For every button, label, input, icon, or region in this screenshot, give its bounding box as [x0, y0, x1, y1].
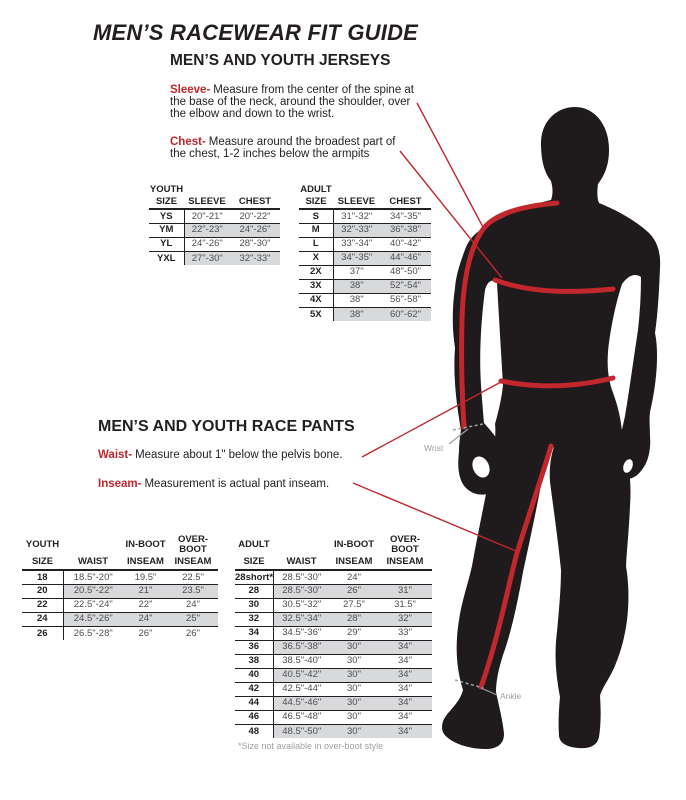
size-cell: 40	[235, 668, 273, 682]
table-group-label: ADULT	[300, 183, 332, 195]
measurement-cell: 34"-35"	[333, 251, 380, 265]
size-table	[22, 535, 218, 640]
measurement-cell: 42.5"-44"	[273, 682, 330, 696]
column-header-top	[63, 535, 123, 554]
size-cell: 22	[22, 598, 63, 612]
table-header-row	[149, 196, 280, 209]
size-table	[149, 183, 280, 265]
column-header: INSEAM	[335, 555, 373, 567]
table-group-row	[299, 183, 431, 196]
table-group-label: YOUTH	[149, 183, 184, 195]
table-row	[299, 223, 431, 237]
table-row	[22, 598, 218, 612]
size-cell: 32	[235, 612, 273, 626]
table-row	[235, 696, 432, 710]
table-row	[235, 724, 432, 738]
measurement-cell: 38"	[333, 307, 380, 321]
table-row	[149, 223, 280, 237]
measurement-cell: 44.5"-46"	[273, 696, 330, 710]
table-row	[22, 626, 218, 640]
measurement-cell: 22"-23"	[184, 223, 230, 237]
measurement-cell: 30"	[330, 696, 378, 710]
jerseys-section-heading: MEN’S AND YOUTH JERSEYS	[170, 52, 391, 69]
measurement-cell: 30"	[330, 682, 378, 696]
measurement-cell: 34"	[378, 696, 432, 710]
measurement-cell: 24"	[168, 598, 218, 612]
wrist-label: Wrist	[424, 443, 444, 453]
inseam-instruction-text: Measurement is actual pant inseam.	[144, 478, 330, 490]
size-cell: 34	[235, 626, 273, 640]
table-header-row	[22, 554, 218, 570]
column-header-top	[273, 535, 330, 554]
measurement-cell: 56"-58"	[380, 293, 431, 307]
measurement-cell: 34"	[378, 640, 432, 654]
measurement-cell: 18.5"-20"	[73, 571, 113, 583]
measurement-cell: 34"	[378, 668, 432, 682]
measurement-cell: 31.5"	[378, 598, 432, 612]
table-row	[22, 584, 218, 598]
table-row	[299, 307, 431, 321]
sleeve-instruction	[170, 84, 428, 120]
column-header: WAIST	[77, 555, 109, 567]
youth-jersey-size-table	[149, 183, 280, 265]
column-header-top: IN-BOOT	[333, 538, 375, 550]
size-cell: 46	[235, 710, 273, 724]
size-cell: YL	[149, 237, 184, 251]
measurement-cell: 33"-34"	[333, 237, 380, 251]
table-group-label: YOUTH	[25, 538, 60, 550]
measurement-cell: 38"	[333, 279, 380, 293]
column-header-top: IN-BOOT	[125, 538, 166, 550]
column-header-top	[333, 183, 380, 196]
size-cell: X	[299, 251, 333, 265]
size-cell: 36	[235, 640, 273, 654]
measurement-cell: 20"-22"	[239, 210, 271, 222]
page-title: MEN’S RACEWEAR FIT GUIDE	[93, 20, 419, 45]
measurement-cell: 24"-26"	[230, 223, 280, 237]
measurement-cell: 24"-26"	[184, 237, 230, 251]
inseam-term: Inseam-	[98, 478, 142, 490]
measurement-cell: 46.5"-48"	[273, 710, 330, 724]
measurement-cell: 28.5"-30"	[282, 571, 322, 583]
table-row	[235, 570, 432, 584]
measurement-cell: 28"-30"	[230, 237, 280, 251]
size-cell: 28	[235, 584, 273, 598]
table-row	[299, 237, 431, 251]
measurement-cell: 29"	[330, 626, 378, 640]
youth-pants-size-table	[22, 535, 218, 640]
measurement-cell: 22"	[123, 598, 168, 612]
table-row	[235, 612, 432, 626]
waist-instruction-text: Measure about 1" below the pelvis bone.	[135, 449, 343, 461]
size-cell: 28short*	[235, 571, 274, 583]
column-header: SIZE	[305, 196, 327, 208]
table-row	[299, 265, 431, 279]
size-cell: 20	[22, 584, 63, 598]
chest-term: Chest-	[170, 136, 206, 148]
table-row	[299, 209, 431, 223]
measurement-cell: 48.5"-50"	[273, 724, 330, 738]
size-cell: YS	[149, 209, 184, 223]
size-cell: 5X	[299, 307, 333, 321]
measurement-cell: 34"	[378, 724, 432, 738]
sleeve-term: Sleeve-	[170, 84, 211, 96]
table-row	[22, 612, 218, 626]
column-header: CHEST	[238, 196, 272, 208]
measurement-cell: 31"-32"	[341, 210, 373, 222]
table-row	[299, 293, 431, 307]
measurement-cell: 27"-30"	[184, 251, 230, 265]
measurement-cell: 23.5"	[168, 584, 218, 598]
measurement-cell	[378, 570, 432, 584]
table-header-row	[235, 554, 432, 570]
measurement-cell: 30"	[330, 724, 378, 738]
column-header: SIZE	[31, 555, 54, 567]
measurement-cell: 30"	[330, 668, 378, 682]
table-row	[149, 251, 280, 265]
size-cell: L	[299, 237, 333, 251]
measurement-cell: 38.5"-40"	[273, 654, 330, 668]
measurement-cell: 19.5"	[134, 571, 157, 583]
measurement-cell: 28.5"-30"	[273, 584, 330, 598]
waist-instruction	[98, 449, 342, 461]
measurement-cell: 33"	[378, 626, 432, 640]
table-row	[299, 279, 431, 293]
size-cell: YM	[149, 223, 184, 237]
column-header-top: OVER-BOOT	[177, 534, 209, 555]
measurement-cell: 38"	[333, 293, 380, 307]
measurement-cell: 37"	[333, 265, 380, 279]
overboot-footnote: *Size not available in over-boot style	[238, 741, 384, 751]
table-header-row	[299, 196, 431, 209]
measurement-cell: 26"	[123, 626, 168, 640]
column-header: CHEST	[389, 196, 422, 208]
size-cell: 18	[22, 570, 63, 584]
size-cell: 48	[235, 724, 273, 738]
size-table	[235, 535, 432, 738]
table-row	[235, 710, 432, 724]
measurement-cell: 26.5"-28"	[63, 626, 123, 640]
measurement-cell: 20"-21"	[191, 210, 223, 222]
column-header-top	[230, 183, 280, 196]
column-header: WAIST	[286, 555, 317, 567]
measurement-cell: 34"-35"	[389, 210, 422, 222]
table-row	[235, 682, 432, 696]
adult-jersey-size-table	[299, 183, 431, 321]
size-cell: 3X	[299, 279, 333, 293]
measurement-cell: 32"	[378, 612, 432, 626]
measurement-cell: 28"	[330, 612, 378, 626]
measurement-cell: 25"	[168, 612, 218, 626]
column-header: INSEAM	[127, 555, 164, 567]
table-row	[22, 570, 218, 584]
table-row	[235, 626, 432, 640]
measurement-cell: 30"	[330, 710, 378, 724]
measurement-cell: 27.5"	[330, 598, 378, 612]
measurement-cell: 32"-33"	[333, 223, 380, 237]
table-group-row	[149, 183, 280, 196]
size-cell: YXL	[149, 251, 184, 265]
measurement-cell: 60"-62"	[380, 307, 431, 321]
table-row	[235, 640, 432, 654]
table-row	[149, 209, 280, 223]
size-cell: 2X	[299, 265, 333, 279]
column-header: SIZE	[155, 196, 178, 208]
chest-instruction-text: Measure around the broadest part of the chest, 1-2 inches below the armpits	[170, 136, 396, 161]
table-group-row	[22, 535, 218, 554]
measurement-cell: 48"-50"	[380, 265, 431, 279]
measurement-cell: 24"	[347, 571, 361, 583]
ankle-label: Ankle	[500, 691, 522, 701]
size-cell: 38	[235, 654, 273, 668]
measurement-cell: 30"	[330, 654, 378, 668]
size-cell: M	[299, 223, 333, 237]
sleeve-instruction-text: Measure from the center of the spine at the base of the neck, around the shoulder, over the elbow and down to the wrist.	[170, 84, 414, 121]
column-header: SLEEVE	[337, 196, 376, 208]
size-cell: 42	[235, 682, 273, 696]
size-cell: 30	[235, 598, 273, 612]
size-cell: 26	[22, 626, 63, 640]
size-cell: 44	[235, 696, 273, 710]
measurement-cell: 22.5"	[182, 571, 204, 583]
table-row	[235, 598, 432, 612]
measurement-cell: 40.5"-42"	[273, 668, 330, 682]
measurement-cell: 40"-42"	[380, 237, 431, 251]
measurement-cell: 22.5"-24"	[63, 598, 123, 612]
column-header: SLEEVE	[188, 196, 226, 208]
column-header-top	[184, 183, 230, 196]
measurement-cell: 31"	[378, 584, 432, 598]
table-group-label: ADULT	[238, 538, 270, 550]
measurement-cell: 44"-46"	[380, 251, 431, 265]
measurement-cell: 32.5"-34"	[273, 612, 330, 626]
chest-instruction	[170, 136, 402, 160]
measurement-cell: 32"-33"	[230, 251, 280, 265]
column-header-top	[380, 183, 431, 196]
size-table	[299, 183, 431, 321]
measurement-cell: 26"	[168, 626, 218, 640]
measurement-cell: 24"	[123, 612, 168, 626]
measurement-cell: 34"	[378, 682, 432, 696]
size-cell: S	[299, 209, 333, 223]
measurement-cell: 34.5"-36"	[273, 626, 330, 640]
pants-section-heading: MEN’S AND YOUTH RACE PANTS	[98, 418, 355, 435]
column-header: INSEAM	[174, 555, 212, 567]
measurement-cell: 34"	[378, 654, 432, 668]
table-row	[299, 251, 431, 265]
measurement-cell: 36.5"-38"	[273, 640, 330, 654]
table-row	[235, 668, 432, 682]
measurement-cell: 34"	[378, 710, 432, 724]
measurement-cell: 30.5"-32"	[273, 598, 330, 612]
size-cell: 4X	[299, 293, 333, 307]
inseam-instruction	[98, 478, 329, 490]
column-header: INSEAM	[386, 555, 424, 567]
column-header-top: OVER-BOOT	[389, 534, 421, 555]
column-header: SIZE	[243, 555, 265, 567]
measurement-cell: 21"	[123, 584, 168, 598]
waist-term: Waist-	[98, 449, 133, 461]
adult-pants-size-table	[235, 535, 432, 738]
measurement-cell: 30"	[330, 640, 378, 654]
size-cell: 24	[22, 612, 63, 626]
measurement-cell: 24.5"-26"	[63, 612, 123, 626]
measurement-cell: 20.5"-22"	[63, 584, 123, 598]
measurement-cell: 26"	[330, 584, 378, 598]
table-row	[235, 654, 432, 668]
table-group-row	[235, 535, 432, 554]
measurement-cell: 52"-54"	[380, 279, 431, 293]
table-row	[235, 584, 432, 598]
table-row	[149, 237, 280, 251]
measurement-cell: 36"-38"	[380, 223, 431, 237]
